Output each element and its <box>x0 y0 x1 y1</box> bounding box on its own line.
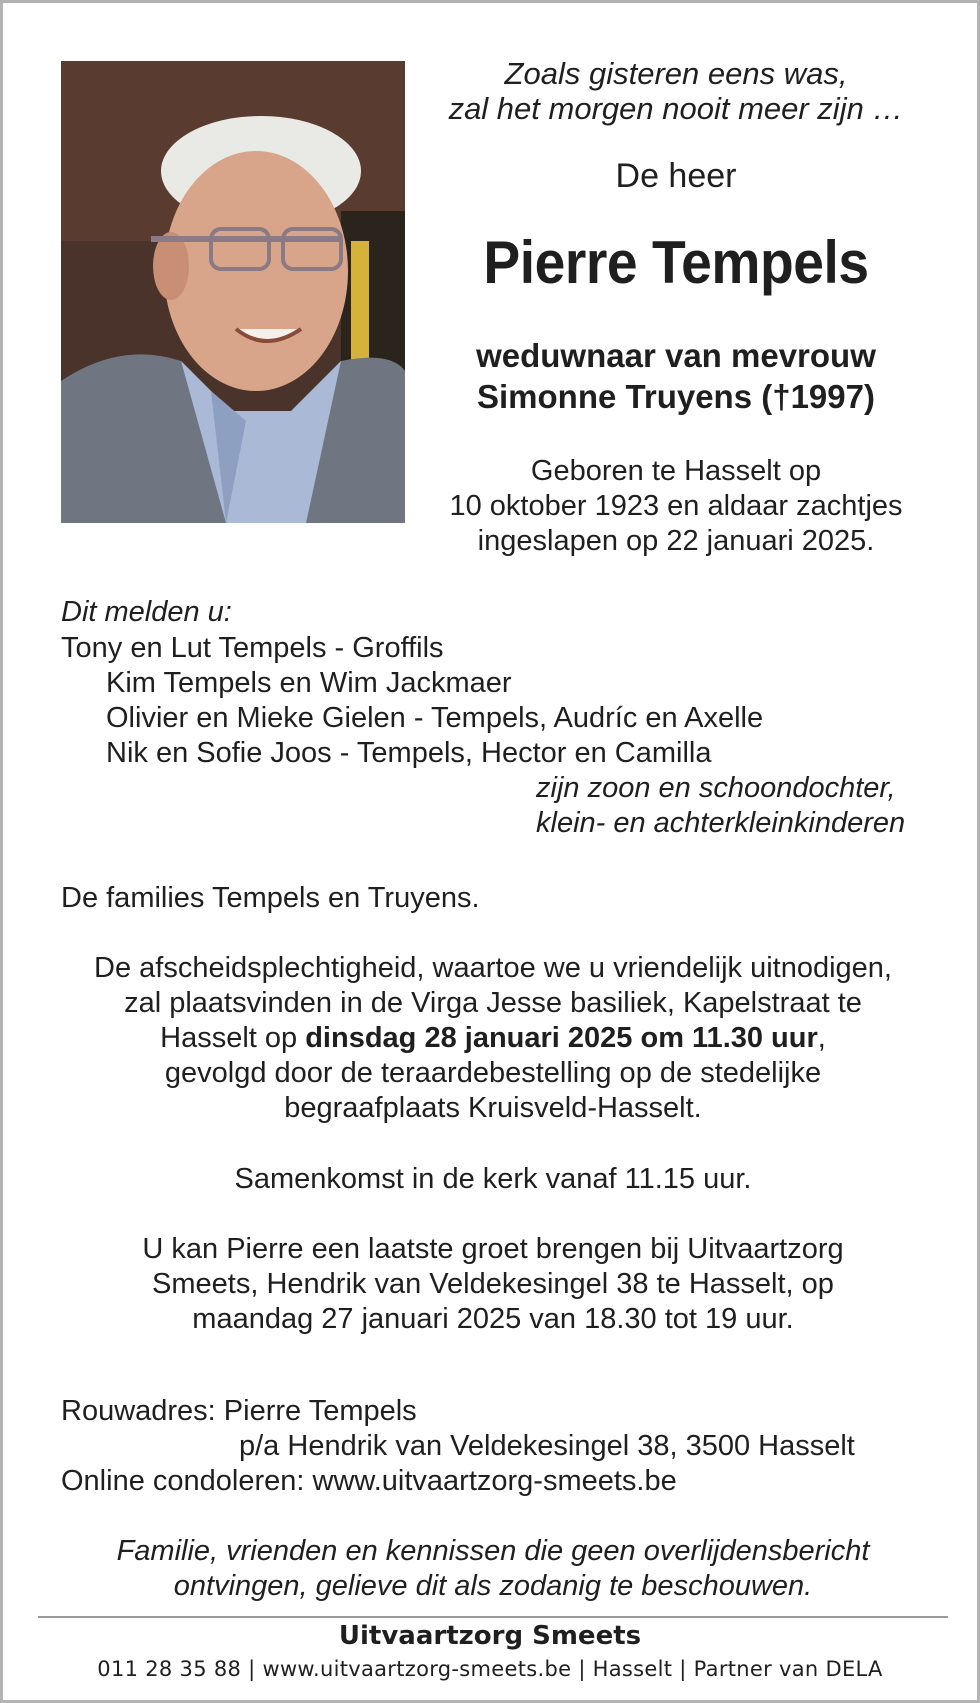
family-member: Tony en Lut Tempels - Groffils <box>61 632 444 664</box>
family-heading: Dit melden u: <box>61 596 232 628</box>
portrait-illustration <box>61 61 405 523</box>
notice-line-1: Familie, vrienden en kennissen die geen overlijdensbericht <box>116 1535 870 1567</box>
family-member: Olivier en Mieke Gielen - Tempels, Audríc en Axelle <box>106 702 764 734</box>
spouse-info <box>423 335 929 417</box>
quote <box>423 56 929 126</box>
ceremony-line-4: gevolgd door de teraardebestelling op de stedelijke <box>164 1057 822 1089</box>
families-line: De families Tempels en Truyens. <box>61 882 480 914</box>
meeting-info: Samenkomst in de kerk vanaf 11.15 uur. <box>234 1163 752 1195</box>
notice-line-2: ontvingen, gelieve dit als zodanig te beschouwen. <box>173 1570 813 1602</box>
funeral-home-contact: 011 28 35 88 | www.uitvaartzorg-smeets.be | Hasselt | Partner van DELA <box>97 1657 883 1681</box>
family-member: Nik en Sofie Joos - Tempels, Hector en Camilla <box>106 737 712 769</box>
deceased-name: Pierre Tempels <box>483 229 869 296</box>
ceremony-line-3-post: , <box>817 1022 826 1054</box>
footer-divider <box>38 1616 948 1618</box>
ceremony-info <box>43 951 943 1126</box>
visit-line-2: Smeets, Hendrik van Veldekesingel 38 te Hasselt, op <box>152 1268 834 1300</box>
birth-line-1: Geboren te Hasselt op <box>530 455 822 487</box>
visit-line-1: U kan Pierre een laatste groet brengen bij Uitvaartzorg <box>142 1233 844 1265</box>
ceremony-line-5: begraafplaats Kruisveld-Hasselt. <box>284 1092 702 1124</box>
birth-line-3: ingeslapen op 22 januari 2025. <box>477 525 875 557</box>
relation-line-2: klein- en achterkleinkinderen <box>536 807 906 839</box>
portrait-photo-icon <box>61 61 405 523</box>
spouse-line-1: weduwnaar van mevrouw <box>476 337 876 374</box>
ceremony-line-1: De afscheidsplechtigheid, waartoe we u vriendelijk uitnodigen, <box>94 952 892 984</box>
funeral-home-name: Uitvaartzorg Smeets <box>338 1621 642 1651</box>
mourning-address: Rouwadres: Pierre Tempels <box>61 1395 417 1427</box>
mourning-address-street: p/a Hendrik van Veldekesingel 38, 3500 Hasselt <box>239 1430 855 1462</box>
quote-line-2: zal het morgen nooit meer zijn … <box>448 91 904 126</box>
birth-line-2: 10 oktober 1923 en aldaar zachtjes <box>449 490 903 522</box>
family-member: Kim Tempels en Wim Jackmaer <box>106 667 512 699</box>
ceremony-date-time: dinsdag 28 januari 2025 om 11.30 uur <box>305 1022 818 1054</box>
honorific-title: De heer <box>615 157 737 195</box>
online-condolences: Online condoleren: www.uitvaartzorg-smeets.be <box>61 1465 677 1497</box>
notice <box>43 1534 943 1604</box>
quote-line-1: Zoals gisteren eens was, <box>504 56 848 91</box>
ceremony-line-3-pre: Hasselt op <box>160 1022 306 1054</box>
spouse-line-2: Simonne Truyens (†1997) <box>477 378 875 415</box>
relation-line-1: zijn zoon en schoondochter, <box>536 772 896 804</box>
visit-line-3: maandag 27 januari 2025 van 18.30 tot 19 uur. <box>192 1303 794 1335</box>
birth-death-info <box>423 454 929 559</box>
ceremony-line-2: zal plaatsvinden in de Virga Jesse basiliek, Kapelstraat te <box>124 987 862 1019</box>
visitation-info <box>43 1232 943 1337</box>
